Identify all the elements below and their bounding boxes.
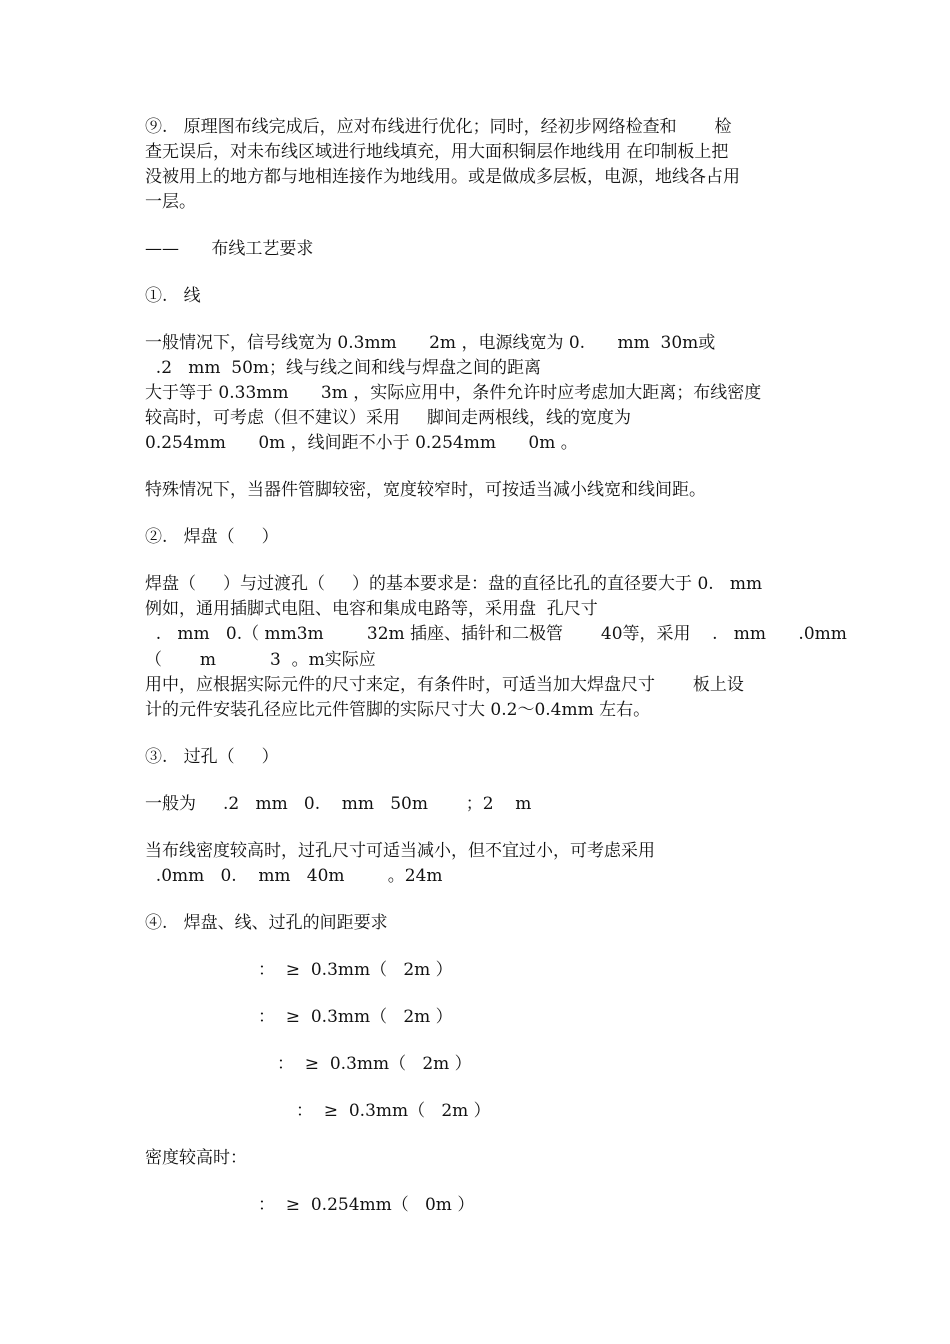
s1-para-1: 一般情况下，信号线宽为 0.3mm 2m ，电源线宽为 0. mm 30m或 (145, 333, 716, 353)
s1-para-4: 较高时，可考虑（但不建议）采用 脚间走两根线，线的宽度为 (145, 408, 632, 428)
s4-rule-4: ： ≥ 0.3mm（ 2m ） (296, 1101, 491, 1121)
s2-para-3: . mm 0.（ mm3m 32m 插座、插针和二极管 40等，采用 . mm .0mm (145, 624, 847, 644)
s2-title: ②. 焊盘（ ） (145, 527, 279, 547)
s2-para-2: 例如，通用插脚式电阻、电容和集成电路等，采用盘 孔尺寸 (145, 599, 598, 619)
s1-para-2: .2 mm 50m；线与线之间和线与焊盘之间的距离 (145, 358, 542, 378)
s4-rule-1: ： ≥ 0.3mm（ 2m ） (258, 960, 453, 980)
s2-para-6: 计的元件安装孔径应比元件管脚的实际尺寸大 0.2～0.4mm 左右。 (145, 700, 651, 720)
s2-para-4: （ m 3 。m实际应 (145, 650, 376, 670)
sec9-line-3: 没被用上的地方都与地相连接作为地线用。或是做成多层板，电源，地线各占用 (145, 167, 740, 187)
s3-title: ③. 过孔（ ） (145, 747, 279, 767)
s1-para-6: 特殊情况下，当器件管脚较密，宽度较窄时，可按适当减小线宽和线间距。 (145, 480, 706, 500)
s4-rule-3: ： ≥ 0.3mm（ 2m ） (277, 1054, 472, 1074)
sec9-line-2: 查无误后，对未布线区域进行地线填充，用大面积铜层作地线用 在印制板上把 (145, 142, 729, 162)
section-heading: —— 布线工艺要求 (145, 239, 314, 259)
s2-para-1: 焊盘（ ）与过渡孔（ ）的基本要求是：盘的直径比孔的直径要大于 0. mm (145, 574, 763, 594)
s3-para-1: 一般为 .2 mm 0. mm 50m ；2 m (145, 794, 532, 814)
s3-para-2: 当布线密度较高时，过孔尺寸可适当减小，但不宜过小，可考虑采用 (145, 841, 655, 861)
sec9-line-4: 一层。 (145, 192, 196, 212)
s1-para-5: 0.254mm 0m ，线间距不小于 0.254mm 0m 。 (145, 433, 578, 453)
s1-title: ①. 线 (145, 286, 201, 306)
s4-dense-label: 密度较高时： (145, 1148, 247, 1168)
s3-para-3: .0mm 0. mm 40m 。24m (145, 866, 443, 886)
s4-title: ④. 焊盘、线、过孔的间距要求 (145, 913, 388, 933)
s4-rule-5: ： ≥ 0.254mm（ 0m ） (258, 1195, 475, 1215)
s1-para-3: 大于等于 0.33mm 3m ，实际应用中，条件允许时应考虑加大距离；布线密度 (145, 383, 762, 403)
sec9-line-1: ⑨. 原理图布线完成后，应对布线进行优化；同时，经初步网络检查和 检 (145, 117, 732, 137)
s2-para-5: 用中，应根据实际元件的尺寸来定，有条件时，可适当加大焊盘尺寸 板上设 (145, 675, 744, 695)
s4-rule-2: ： ≥ 0.3mm（ 2m ） (258, 1007, 453, 1027)
